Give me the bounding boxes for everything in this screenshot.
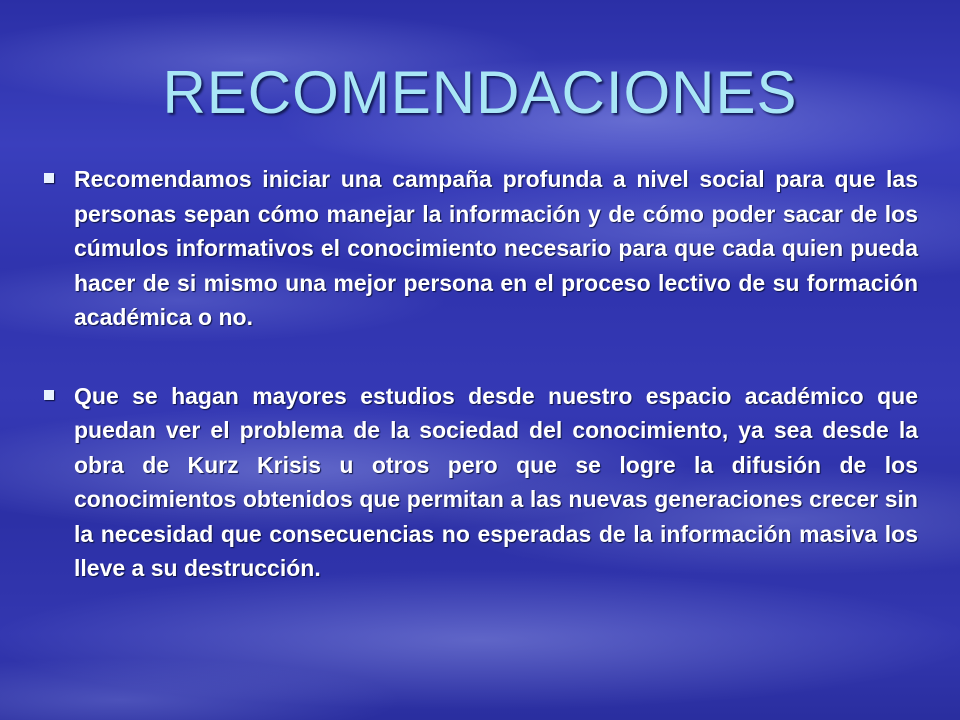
slide-title: RECOMENDACIONES xyxy=(162,59,798,126)
list-item xyxy=(40,162,918,335)
square-bullet-icon xyxy=(44,390,54,400)
bullet-list xyxy=(40,162,918,630)
list-item-text: Que se hagan mayores estudios desde nuestro espacio académico que puedan ver el problema de la sociedad del conocimiento, ya sea desde la obra de Kurz Krisis u otros pero que se logre la difusión de los conocimientos obtenidos que permitan a las nuevas generaciones crecer sin la necesidad que consecuencias no esperadas de la información masiva los lleve a su destrucción. xyxy=(74,382,918,581)
list-item-text: Recomendamos iniciar una campaña profunda a nivel social para que las personas sepan cómo manejar la información y de cómo poder sacar de los cúmulos informativos el conocimiento necesario para que cada quien pueda hacer de si mismo una mejor persona en el proceso lectivo de su formación académica o no. xyxy=(74,166,918,330)
list-item xyxy=(40,379,918,586)
square-bullet-icon xyxy=(44,173,54,183)
